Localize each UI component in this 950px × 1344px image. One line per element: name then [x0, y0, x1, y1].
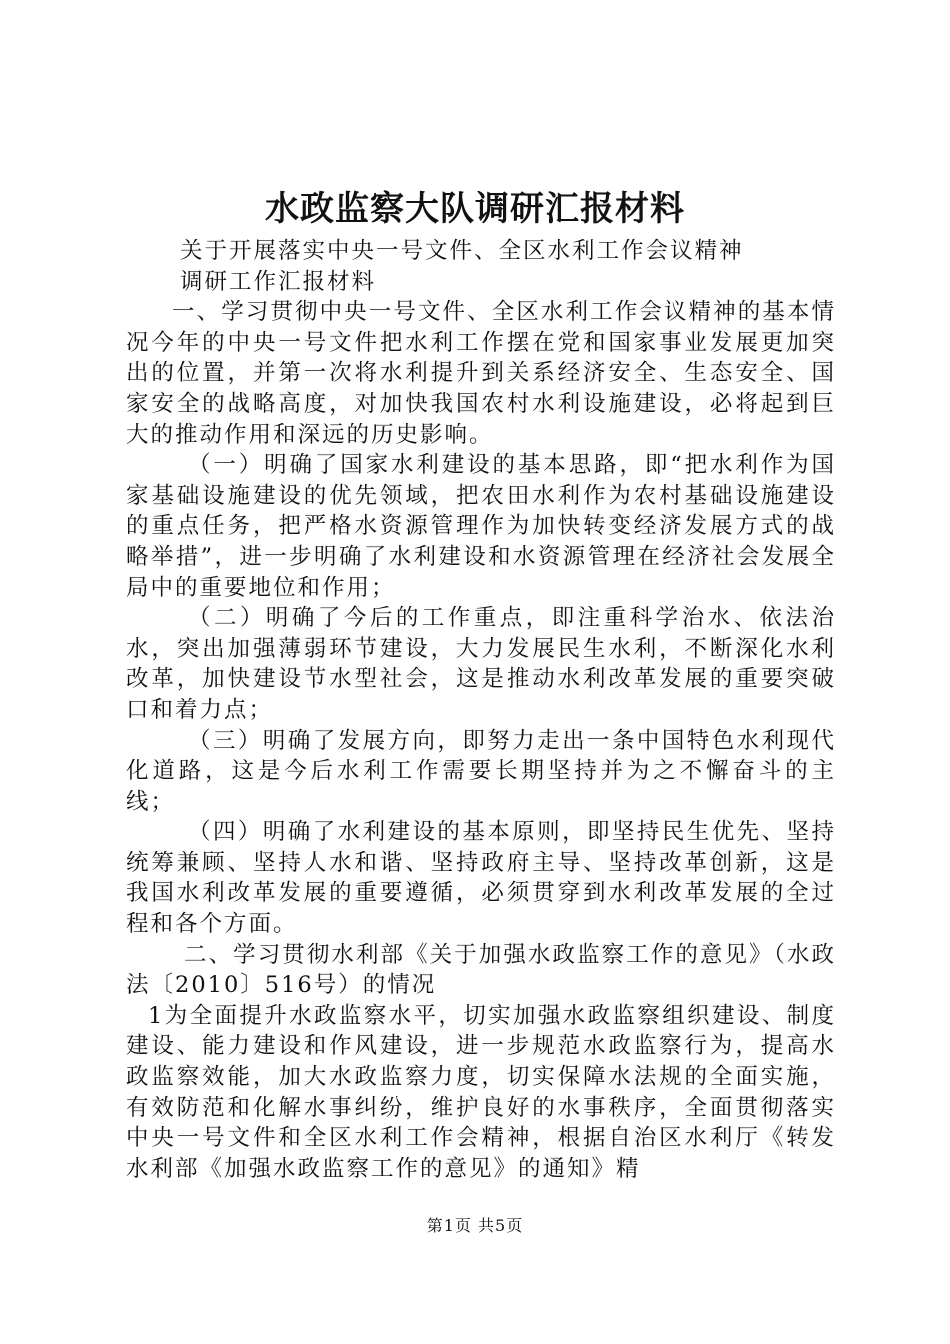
paragraph-section-2: 二、学习贯彻水利部《关于加强水政监察工作的意见》（水政法〔2010〕516号）的情况: [126, 941, 836, 999]
paragraph-point-3: （三）明确了发展方向，即努力走出一条中国特色水利现代化道路，这是今后水利工作需要长期坚持并为之不懈奋斗的主线；: [126, 727, 836, 815]
paragraph-point-1: （一）明确了国家水利建设的基本思路，即“把水利作为国家基础设施建设的优先领域，把农田水利作为农村基础设施建设的重点任务，把严格水资源管理作为加快转变经济发展方式的战略举措”，进一步明确了水利建设和水资源管理在经济社会发展全局中的重要地位和作用；: [126, 452, 836, 601]
subtitle-line-1: 关于开展落实中央一号文件、全区水利工作会议精神: [180, 238, 744, 264]
document-title: 水政监察大队调研汇报材料: [265, 189, 685, 229]
paragraph-point-2: （二）明确了今后的工作重点，即注重科学治水、依法治水，突出加强薄弱环节建设，大力发展民生水利，不断深化水利改革，加快建设节水型社会，这是推动水利改革发展的重要突破口和着力点；: [126, 605, 836, 723]
paragraph-item-1: 1为全面提升水政监察水平，切实加强水政监察组织建设、制度建设、能力建设和作风建设，进一步规范水政监察行为，提高水政监察效能，加大水政监察力度，切实保障水法规的全面实施，有效防范和化解水事纠纷，维护良好的水事秩序，全面贯彻落实中央一号文件和全区水利工作会精神，根据自治区水利厅《转发水利部《加强水政监察工作的意见》的通知》精: [126, 1002, 836, 1182]
document-body: [126, 236, 836, 1184]
subtitle-line-2: 调研工作汇报材料: [180, 268, 377, 295]
paragraph-section-1: 一、学习贯彻中央一号文件、全区水利工作会议精神的基本情况今年的中央一号文件把水利工作摆在党和国家事业发展更加突出的位置，并第一次将水利提升到关系经济安全、生态安全、国家安全的战略高度，对加快我国农村水利设施建设，必将起到巨大的推动作用和深远的历史影响。: [126, 299, 836, 448]
paragraph-point-4: （四）明确了水利建设的基本原则，即坚持民生优先、坚持统筹兼顾、坚持人水和谐、坚持政府主导、坚持改革创新，这是我国水利改革发展的重要遵循，必须贯穿到水利改革发展的全过程和各个方面。: [126, 819, 836, 938]
page-number-footer: 第1页 共5页: [426, 1216, 524, 1235]
